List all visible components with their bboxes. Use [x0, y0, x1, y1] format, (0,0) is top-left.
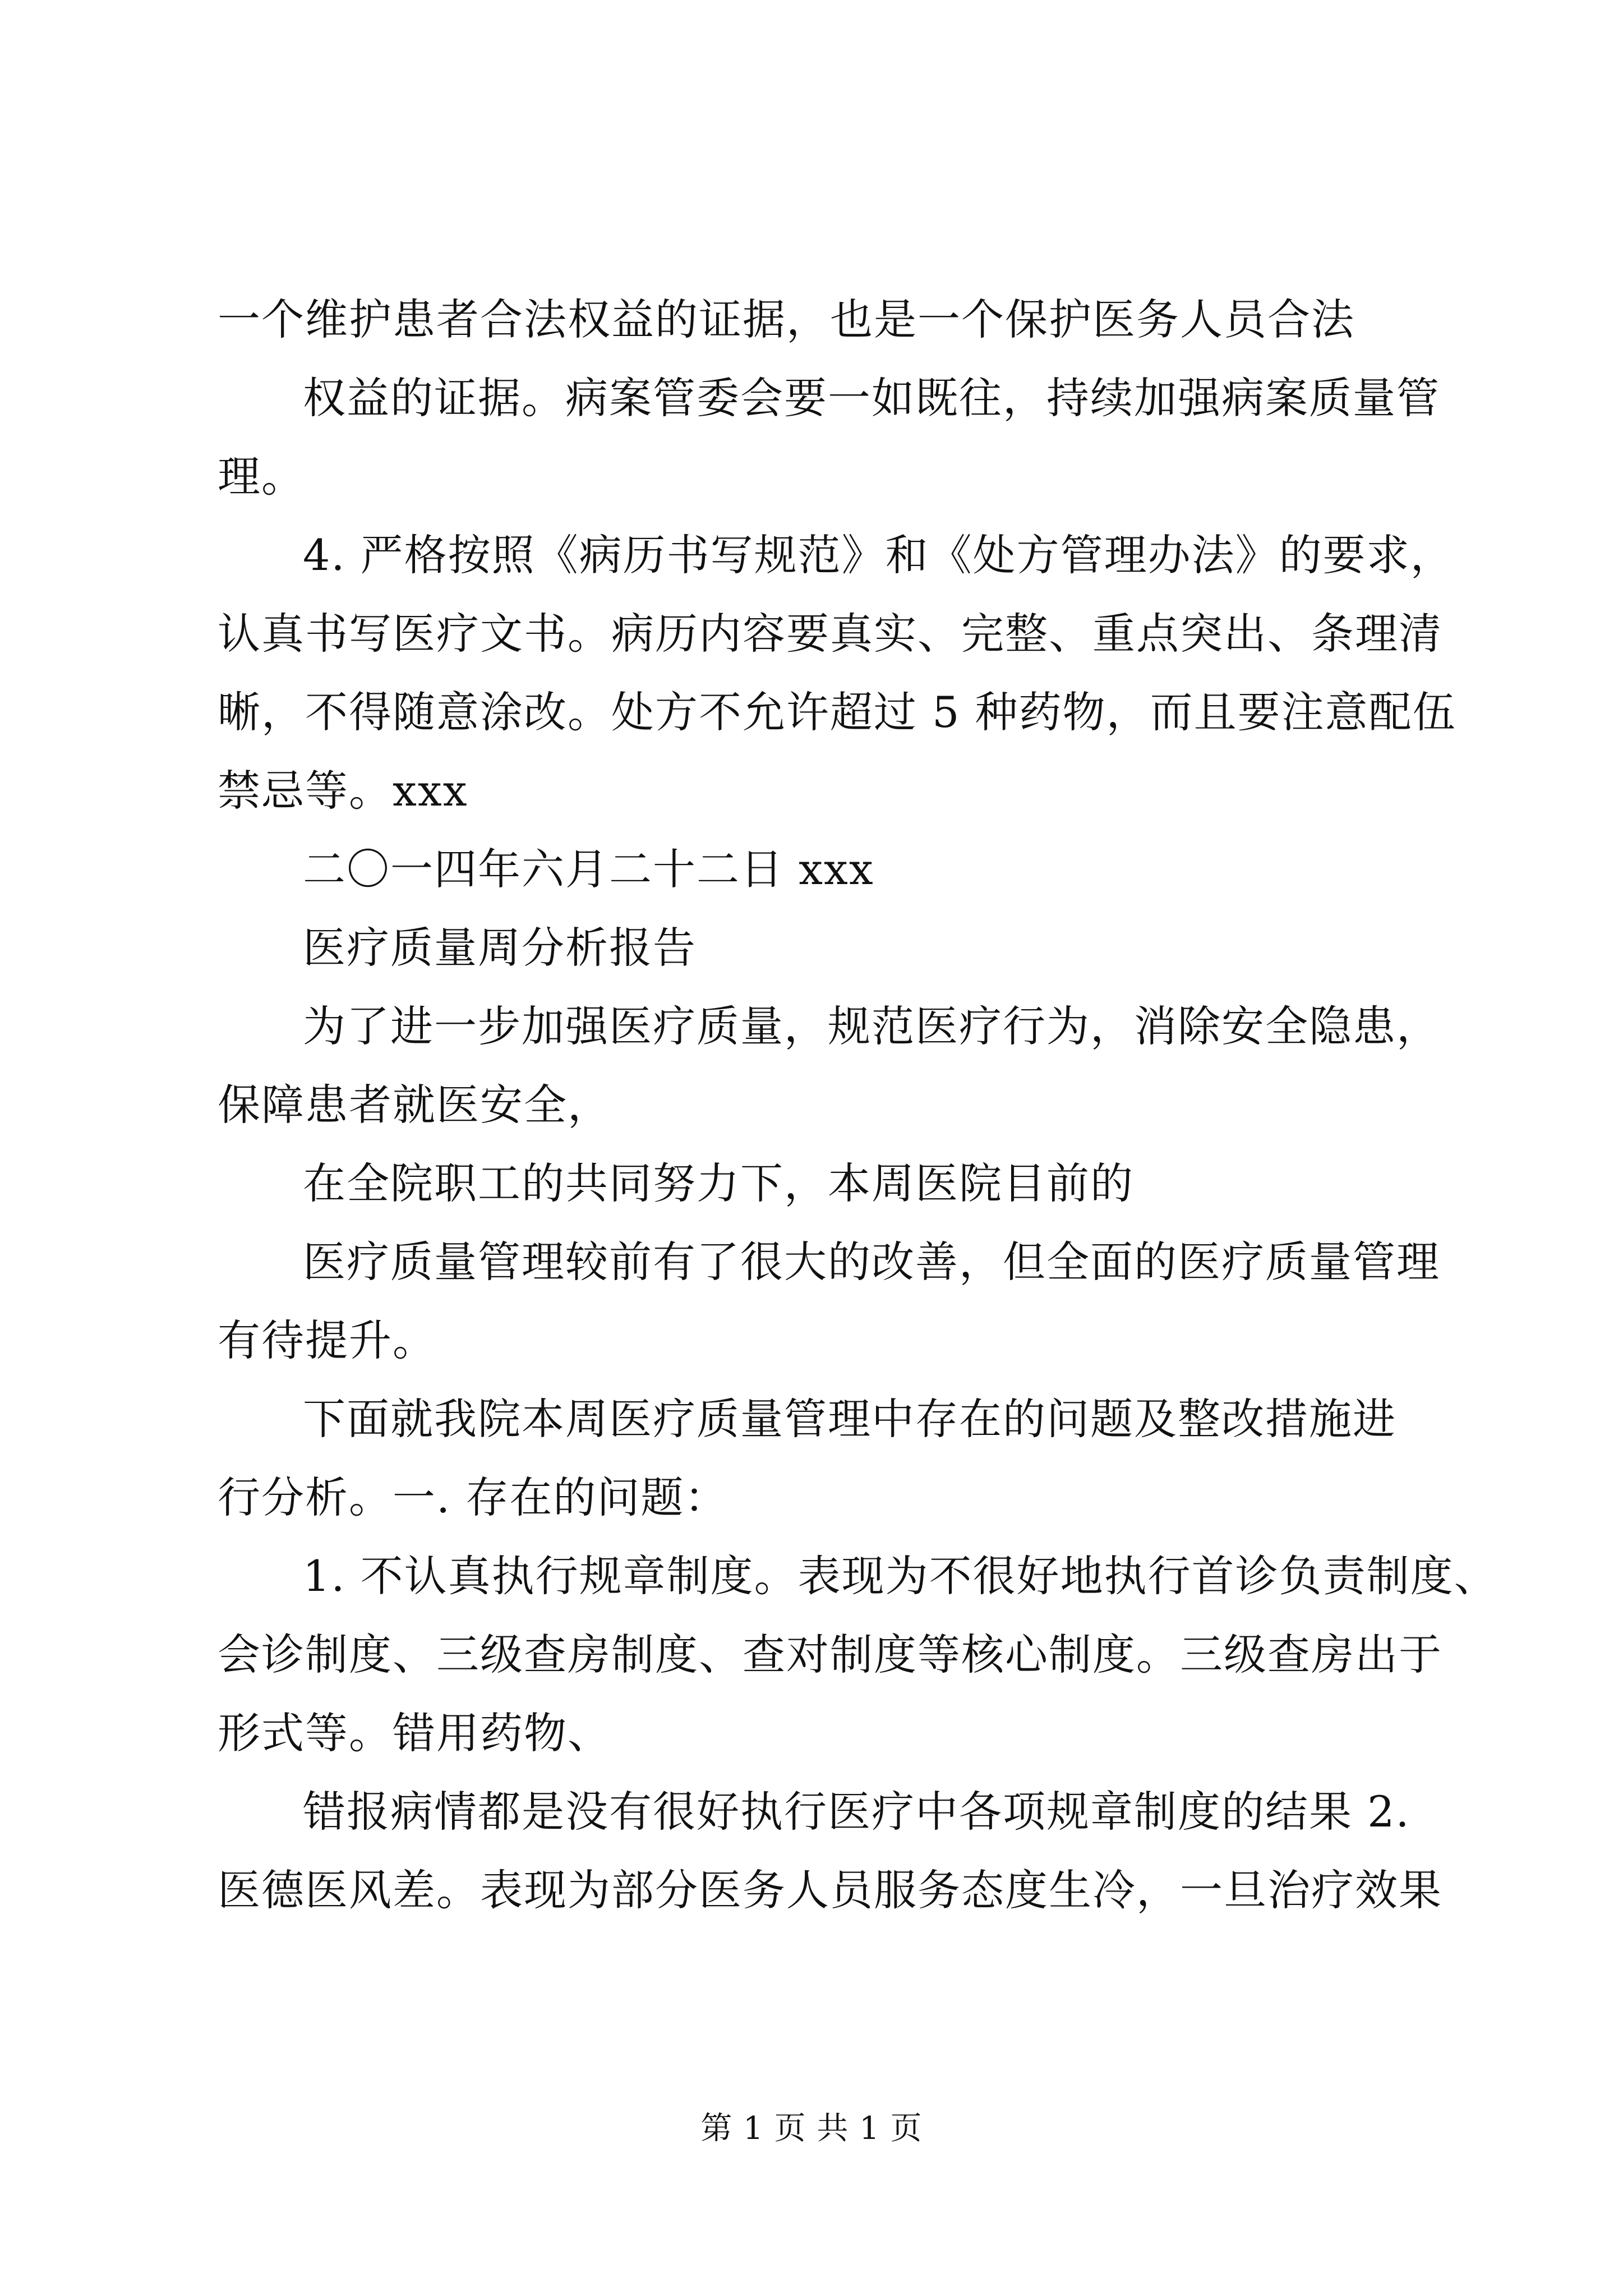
- text-line-20: 错报病情都是没有很好执行医疗中各项规章制度的结果 2.: [303, 1787, 1410, 1837]
- text-line-1: 一个维护患者合法权益的证据，也是一个保护医务人员合法: [218, 295, 1355, 344]
- text-line-9: 医疗质量周分析报告: [303, 923, 697, 973]
- page-footer: 第 1 页 共 1 页: [700, 2110, 923, 2147]
- text-line-21: 医德医风差。表现为部分医务人员服务态度生冷，一旦治疗效果: [218, 1865, 1442, 1915]
- text-line-13: 医疗质量管理较前有了很大的改善，但全面的医疗质量管理: [303, 1237, 1440, 1287]
- text-line-2: 权益的证据。病案管委会要一如既往，持续加强病案质量管: [303, 373, 1440, 423]
- text-line-15: 下面就我院本周医疗质量管理中存在的问题及整改措施进: [303, 1394, 1396, 1444]
- text-line-8: 二〇一四年六月二十二日 xxx: [303, 844, 874, 894]
- text-line-3: 理。: [218, 452, 305, 501]
- text-line-4: 4. 严格按照《病历书写规范》和《处方管理办法》的要求，: [303, 530, 1454, 580]
- text-line-5: 认真书写医疗文书。病历内容要真实、完整、重点突出、条理清: [218, 609, 1442, 659]
- text-line-10: 为了进一步加强医疗质量，规范医疗行为，消除安全隐患，: [303, 1001, 1440, 1051]
- text-line-6: 晰，不得随意涂改。处方不允许超过 5 种药物，而且要注意配伍: [218, 687, 1456, 737]
- text-line-16: 行分析。一. 存在的问题：: [218, 1473, 728, 1522]
- text-line-7: 禁忌等。xxx: [218, 766, 468, 816]
- text-line-18: 会诊制度、三级查房制度、查对制度等核心制度。三级查房出于: [218, 1630, 1442, 1680]
- text-line-12: 在全院职工的共同努力下，本周医院目前的: [303, 1158, 1134, 1208]
- text-line-19: 形式等。错用药物、: [218, 1708, 611, 1758]
- text-line-17: 1. 不认真执行规章制度。表现为不很好地执行首诊负责制度、: [303, 1551, 1498, 1601]
- text-line-11: 保障患者就医安全，: [218, 1080, 611, 1130]
- text-line-14: 有待提升。: [218, 1315, 436, 1365]
